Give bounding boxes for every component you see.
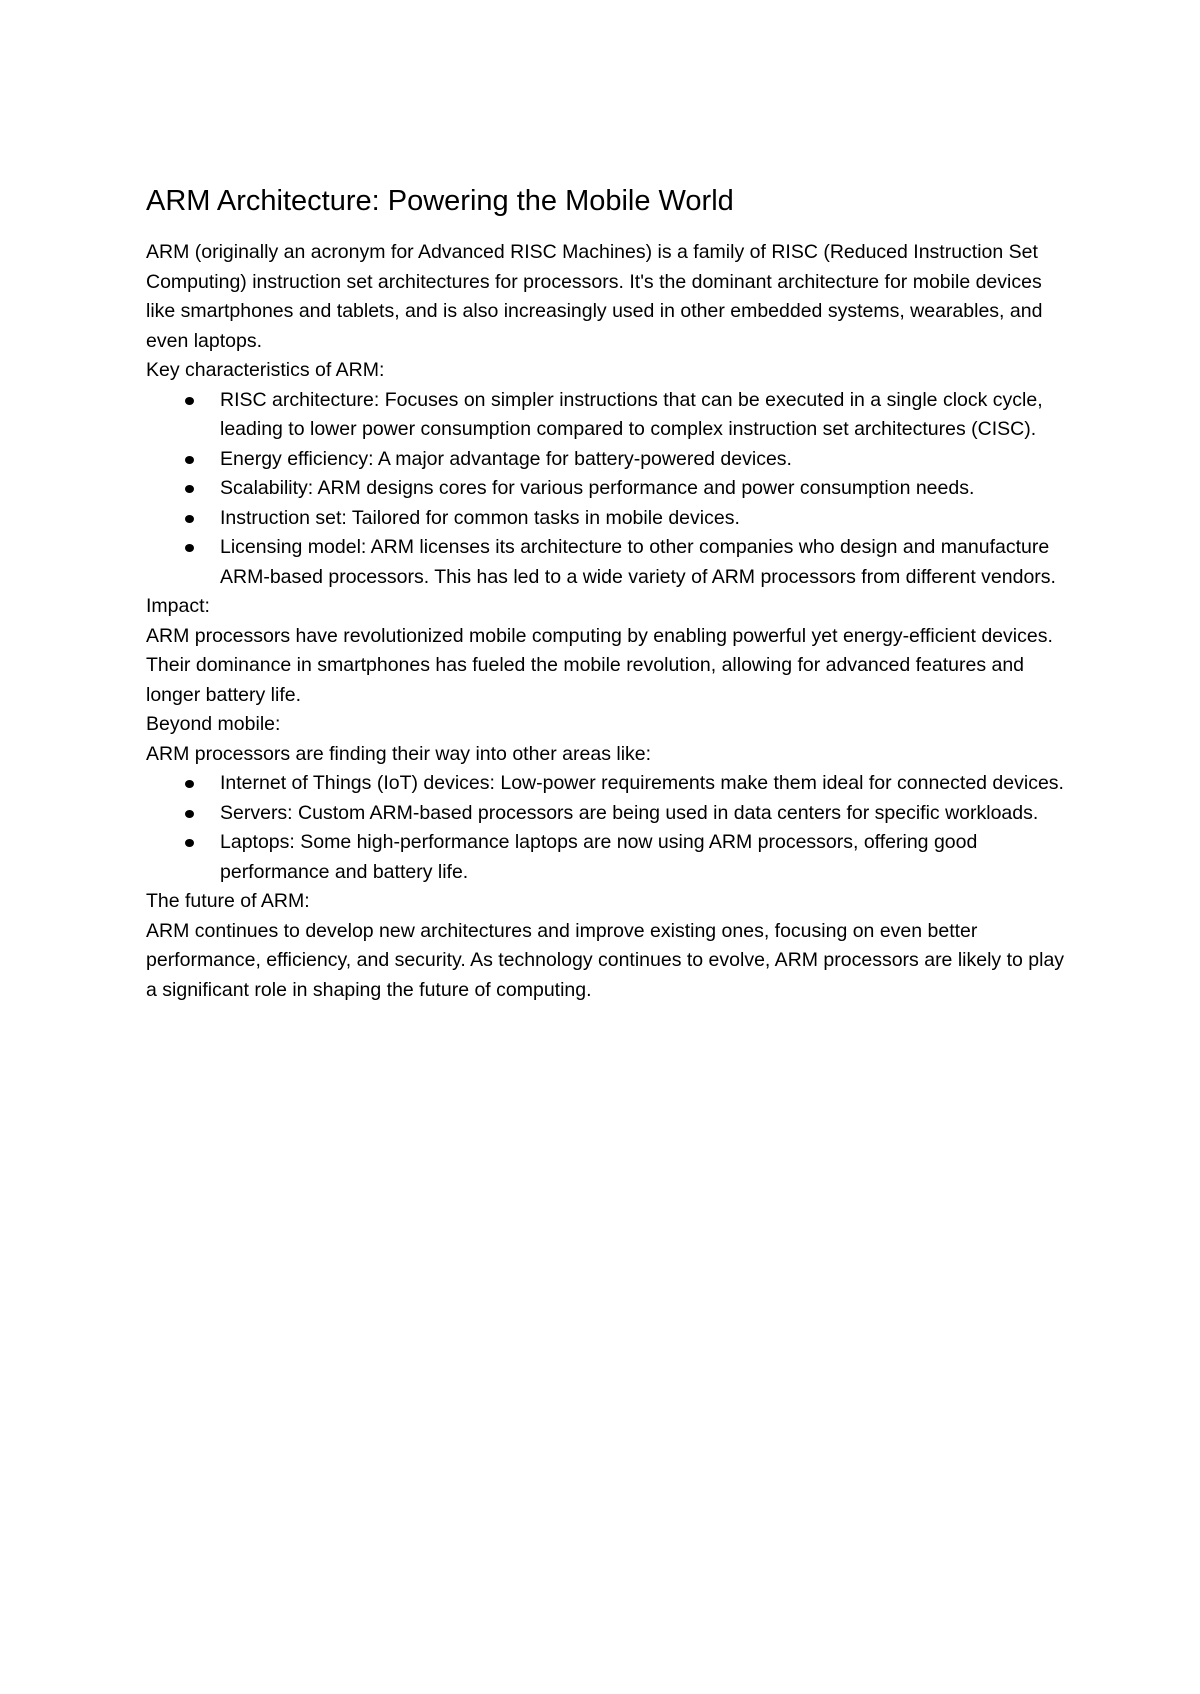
list-item-text: Servers: Custom ARM-based processors are being used in data centers for specific workloads. [220,801,1039,824]
characteristics-list [146,386,1066,593]
document-body [146,182,1066,1005]
impact-heading: Impact: [146,595,210,617]
list-item-text: Licensing model: ARM licenses its architecture to other companies who design and manufacture ARM-based processors. This has led to a wide variety of ARM processors from different vendors. [220,536,1056,588]
bullet-icon [185,810,194,818]
beyond-mobile-paragraph: ARM processors are finding their way into other areas like: [146,742,652,765]
intro-paragraph: ARM (originally an acronym for Advanced RISC Machines) is a family of RISC (Reduced Instruction Set Computing) instruction set architectures for processors. It's the dominant architecture for mobile devices like smartphones and tablets, and is also increasingly used in other embedded systems, wearables, and even laptops. [146,241,1043,352]
bullet-icon [185,839,194,847]
bullet-icon [185,544,194,552]
list-item [220,386,1066,445]
document-title: ARM Architecture: Powering the Mobile World [146,185,734,217]
list-item-text: Internet of Things (IoT) devices: Low-power requirements make them ideal for connected devices. [220,772,1064,794]
bullet-icon [185,515,194,523]
list-item [220,769,1066,799]
list-item-text: RISC architecture: Focuses on simpler instructions that can be executed in a single clock cycle, leading to lower power consumption compared to complex instruction set architectures (CISC). [220,388,1043,440]
list-item [220,799,1066,829]
list-item [220,533,1066,592]
list-item-text: Scalability: ARM designs cores for various performance and power consumption needs. [220,477,975,499]
beyond-mobile-heading: Beyond mobile: [146,713,281,735]
future-paragraph: ARM continues to develop new architectures and improve existing ones, focusing on even better performance, efficiency, and security. As technology continues to evolve, ARM processors are likely to play a significant role in shaping the future of computing. [146,919,1065,1001]
list-item [220,445,1066,475]
list-item-text: Laptops: Some high-performance laptops are now using ARM processors, offering good performance and battery life. [220,831,978,883]
future-heading: The future of ARM: [146,890,310,912]
bullet-icon [185,780,194,788]
bullet-icon [185,397,194,405]
beyond-mobile-list [146,769,1066,887]
list-item [220,474,1066,504]
list-item-text: Energy efficiency: A major advantage for battery-powered devices. [220,447,792,470]
impact-paragraph: ARM processors have revolutionized mobile computing by enabling powerful yet energy-efficient devices. Their dominance in smartphones has fueled the mobile revolution, allowing for advanced features and longer battery life. [146,624,1053,706]
list-item-text: Instruction set: Tailored for common tasks in mobile devices. [220,506,740,529]
list-item [220,504,1066,534]
characteristics-heading: Key characteristics of ARM: [146,359,385,381]
bullet-icon [185,485,194,493]
bullet-icon [185,456,194,464]
list-item [220,828,1066,887]
